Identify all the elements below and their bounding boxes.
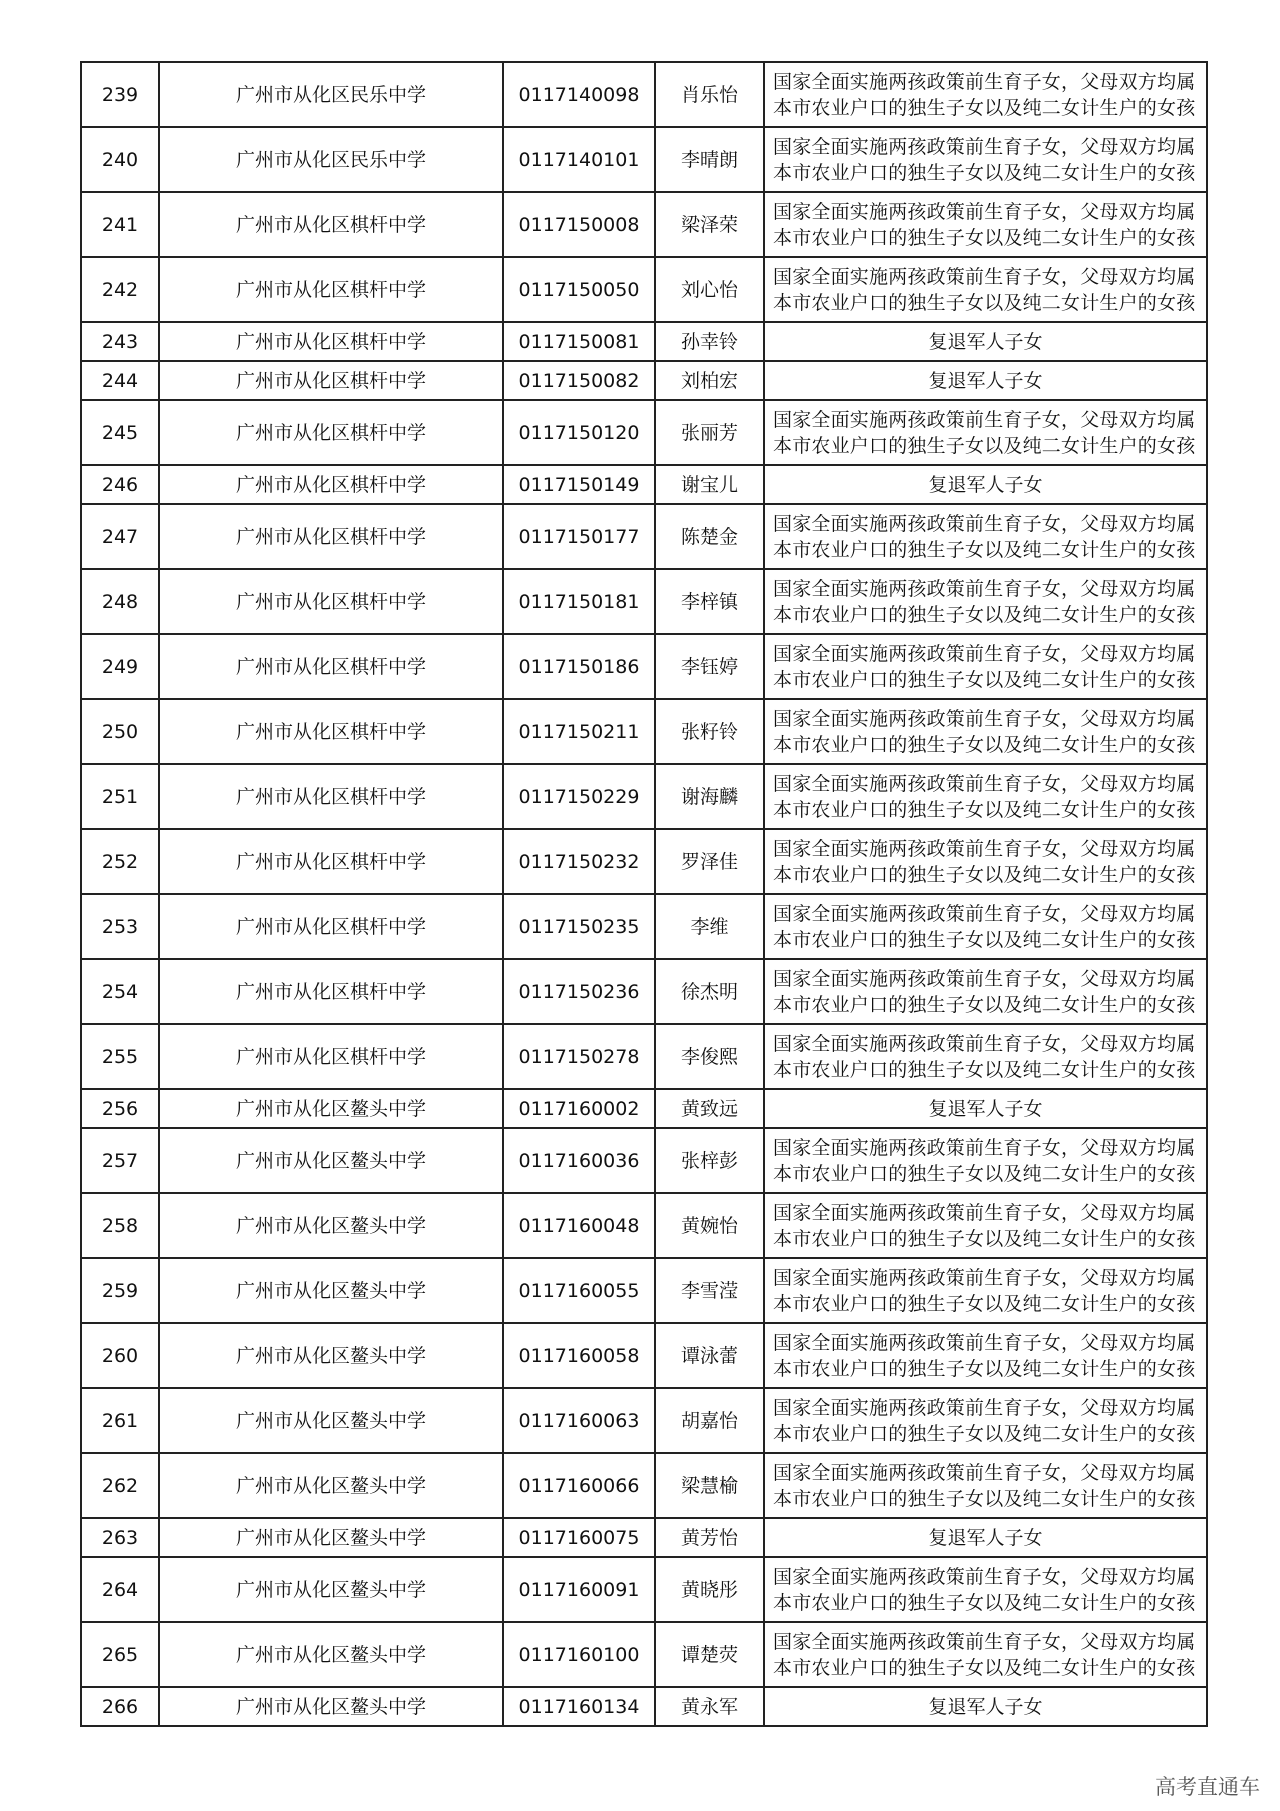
eligibility-note-line: 国家全面实施两孩政策前生育子女，父母双方均属 [773, 707, 1196, 730]
student-id: 0117140101 [503, 127, 655, 192]
row-number: 260 [81, 1323, 159, 1388]
student-id: 0117150235 [503, 894, 655, 959]
student-name: 张籽铃 [655, 699, 764, 764]
student-name: 李钰婷 [655, 634, 764, 699]
school-name: 广州市从化区棋杆中学 [159, 699, 503, 764]
school-name: 广州市从化区棋杆中学 [159, 361, 503, 400]
table-row [81, 1687, 1207, 1726]
row-number: 262 [81, 1453, 159, 1518]
row-number: 248 [81, 569, 159, 634]
school-name: 广州市从化区鳌头中学 [159, 1089, 503, 1128]
row-number: 253 [81, 894, 159, 959]
student-id: 0117160002 [503, 1089, 655, 1128]
eligibility-note [764, 1388, 1207, 1453]
student-name: 谭楚荧 [655, 1622, 764, 1687]
school-name: 广州市从化区棋杆中学 [159, 1024, 503, 1089]
row-number: 242 [81, 257, 159, 322]
student-name: 黄婉怡 [655, 1193, 764, 1258]
eligibility-note-line: 国家全面实施两孩政策前生育子女，父母双方均属 [773, 577, 1196, 600]
eligibility-note-line: 国家全面实施两孩政策前生育子女，父母双方均属 [773, 200, 1196, 223]
admission-list-table [80, 61, 1208, 1727]
student-id: 0117140098 [503, 62, 655, 127]
row-number: 255 [81, 1024, 159, 1089]
student-name: 黄致远 [655, 1089, 764, 1128]
student-name: 谢海麟 [655, 764, 764, 829]
student-name: 谢宝儿 [655, 465, 764, 504]
eligibility-note [764, 400, 1207, 465]
row-number: 263 [81, 1518, 159, 1557]
school-name: 广州市从化区鳌头中学 [159, 1557, 503, 1622]
student-id: 0117150008 [503, 192, 655, 257]
eligibility-note [764, 1323, 1207, 1388]
table-row [81, 1518, 1207, 1557]
student-id: 0117150236 [503, 959, 655, 1024]
student-name: 刘心怡 [655, 257, 764, 322]
school-name: 广州市从化区棋杆中学 [159, 829, 503, 894]
table-row [81, 322, 1207, 361]
eligibility-note-line: 本市农业户口的独生子女以及纯二女计生户的女孩 [773, 733, 1196, 756]
student-id: 0117150278 [503, 1024, 655, 1089]
student-name: 胡嘉怡 [655, 1388, 764, 1453]
eligibility-note [764, 1622, 1207, 1687]
school-name: 广州市从化区鳌头中学 [159, 1128, 503, 1193]
eligibility-note [764, 1557, 1207, 1622]
eligibility-note: 复退军人子女 [764, 465, 1207, 504]
school-name: 广州市从化区民乐中学 [159, 62, 503, 127]
eligibility-note [764, 829, 1207, 894]
student-name: 陈楚金 [655, 504, 764, 569]
student-id: 0117150082 [503, 361, 655, 400]
school-name: 广州市从化区棋杆中学 [159, 465, 503, 504]
table-row [81, 192, 1207, 257]
table-row [81, 1323, 1207, 1388]
student-name: 肖乐怡 [655, 62, 764, 127]
row-number: 258 [81, 1193, 159, 1258]
table-row [81, 1453, 1207, 1518]
eligibility-note: 复退军人子女 [764, 1089, 1207, 1128]
table-row [81, 829, 1207, 894]
eligibility-note-line: 国家全面实施两孩政策前生育子女，父母双方均属 [773, 642, 1196, 665]
eligibility-note [764, 257, 1207, 322]
eligibility-note: 复退军人子女 [764, 1518, 1207, 1557]
eligibility-note-line: 本市农业户口的独生子女以及纯二女计生户的女孩 [773, 1422, 1196, 1445]
eligibility-note [764, 62, 1207, 127]
eligibility-note [764, 1024, 1207, 1089]
student-id: 0117150149 [503, 465, 655, 504]
table-row [81, 257, 1207, 322]
school-name: 广州市从化区鳌头中学 [159, 1323, 503, 1388]
eligibility-note-line: 本市农业户口的独生子女以及纯二女计生户的女孩 [773, 1656, 1196, 1679]
eligibility-note-line: 本市农业户口的独生子女以及纯二女计生户的女孩 [773, 1591, 1196, 1614]
table-row [81, 1258, 1207, 1323]
student-name: 刘柏宏 [655, 361, 764, 400]
eligibility-note-line: 本市农业户口的独生子女以及纯二女计生户的女孩 [773, 1162, 1196, 1185]
school-name: 广州市从化区棋杆中学 [159, 192, 503, 257]
table-row [81, 634, 1207, 699]
eligibility-note-line: 国家全面实施两孩政策前生育子女，父母双方均属 [773, 408, 1196, 431]
student-id: 0117160075 [503, 1518, 655, 1557]
school-name: 广州市从化区棋杆中学 [159, 959, 503, 1024]
eligibility-note-line: 本市农业户口的独生子女以及纯二女计生户的女孩 [773, 1357, 1196, 1380]
eligibility-note [764, 127, 1207, 192]
eligibility-note-line: 国家全面实施两孩政策前生育子女，父母双方均属 [773, 135, 1196, 158]
eligibility-note-line: 本市农业户口的独生子女以及纯二女计生户的女孩 [773, 603, 1196, 626]
school-name: 广州市从化区棋杆中学 [159, 257, 503, 322]
row-number: 264 [81, 1557, 159, 1622]
eligibility-note-line: 国家全面实施两孩政策前生育子女，父母双方均属 [773, 512, 1196, 535]
row-number: 257 [81, 1128, 159, 1193]
eligibility-note-line: 国家全面实施两孩政策前生育子女，父母双方均属 [773, 1032, 1196, 1055]
student-id: 0117160100 [503, 1622, 655, 1687]
table-row [81, 127, 1207, 192]
student-name: 黄永军 [655, 1687, 764, 1726]
school-name: 广州市从化区鳌头中学 [159, 1687, 503, 1726]
school-name: 广州市从化区民乐中学 [159, 127, 503, 192]
row-number: 246 [81, 465, 159, 504]
eligibility-note-line: 国家全面实施两孩政策前生育子女，父母双方均属 [773, 1201, 1196, 1224]
eligibility-note-line: 本市农业户口的独生子女以及纯二女计生户的女孩 [773, 538, 1196, 561]
student-id: 0117150186 [503, 634, 655, 699]
row-number: 250 [81, 699, 159, 764]
student-name: 李维 [655, 894, 764, 959]
table-row [81, 764, 1207, 829]
student-id: 0117160066 [503, 1453, 655, 1518]
eligibility-note [764, 699, 1207, 764]
student-name: 梁泽荣 [655, 192, 764, 257]
table-row [81, 504, 1207, 569]
row-number: 239 [81, 62, 159, 127]
eligibility-note-line: 国家全面实施两孩政策前生育子女，父母双方均属 [773, 1461, 1196, 1484]
student-name: 李雪滢 [655, 1258, 764, 1323]
eligibility-note-line: 国家全面实施两孩政策前生育子女，父母双方均属 [773, 1630, 1196, 1653]
student-name: 罗泽佳 [655, 829, 764, 894]
school-name: 广州市从化区鳌头中学 [159, 1388, 503, 1453]
row-number: 251 [81, 764, 159, 829]
student-name: 张丽芳 [655, 400, 764, 465]
eligibility-note-line: 国家全面实施两孩政策前生育子女，父母双方均属 [773, 967, 1196, 990]
row-number: 244 [81, 361, 159, 400]
row-number: 243 [81, 322, 159, 361]
student-name: 孙幸铃 [655, 322, 764, 361]
eligibility-note-line: 本市农业户口的独生子女以及纯二女计生户的女孩 [773, 1227, 1196, 1250]
student-name: 梁慧榆 [655, 1453, 764, 1518]
student-id: 0117150232 [503, 829, 655, 894]
eligibility-note [764, 1128, 1207, 1193]
eligibility-note: 复退军人子女 [764, 1687, 1207, 1726]
table-row [81, 62, 1207, 127]
school-name: 广州市从化区鳌头中学 [159, 1258, 503, 1323]
eligibility-note-line: 国家全面实施两孩政策前生育子女，父母双方均属 [773, 1331, 1196, 1354]
row-number: 254 [81, 959, 159, 1024]
school-name: 广州市从化区棋杆中学 [159, 322, 503, 361]
school-name: 广州市从化区棋杆中学 [159, 504, 503, 569]
eligibility-note [764, 1453, 1207, 1518]
table-row [81, 699, 1207, 764]
student-id: 0117150181 [503, 569, 655, 634]
table-row [81, 361, 1207, 400]
table-row [81, 569, 1207, 634]
eligibility-note-line: 国家全面实施两孩政策前生育子女，父母双方均属 [773, 1565, 1196, 1588]
table-row [81, 894, 1207, 959]
eligibility-note-line: 国家全面实施两孩政策前生育子女，父母双方均属 [773, 70, 1196, 93]
eligibility-note [764, 192, 1207, 257]
student-name: 黄晓彤 [655, 1557, 764, 1622]
eligibility-note-line: 国家全面实施两孩政策前生育子女，父母双方均属 [773, 902, 1196, 925]
eligibility-note [764, 1258, 1207, 1323]
student-id: 0117160055 [503, 1258, 655, 1323]
school-name: 广州市从化区棋杆中学 [159, 569, 503, 634]
eligibility-note [764, 504, 1207, 569]
student-name: 谭泳蕾 [655, 1323, 764, 1388]
table-row [81, 1024, 1207, 1089]
student-name: 徐杰明 [655, 959, 764, 1024]
table-row [81, 1128, 1207, 1193]
row-number: 241 [81, 192, 159, 257]
school-name: 广州市从化区鳌头中学 [159, 1518, 503, 1557]
student-id: 0117160091 [503, 1557, 655, 1622]
table-row [81, 1089, 1207, 1128]
eligibility-note-line: 本市农业户口的独生子女以及纯二女计生户的女孩 [773, 798, 1196, 821]
student-name: 张梓彭 [655, 1128, 764, 1193]
row-number: 265 [81, 1622, 159, 1687]
table-row [81, 465, 1207, 504]
eligibility-note-line: 本市农业户口的独生子女以及纯二女计生户的女孩 [773, 226, 1196, 249]
eligibility-note-line: 本市农业户口的独生子女以及纯二女计生户的女孩 [773, 928, 1196, 951]
eligibility-note: 复退军人子女 [764, 322, 1207, 361]
row-number: 245 [81, 400, 159, 465]
eligibility-note [764, 634, 1207, 699]
row-number: 266 [81, 1687, 159, 1726]
student-id: 0117160063 [503, 1388, 655, 1453]
row-number: 240 [81, 127, 159, 192]
student-id: 0117150229 [503, 764, 655, 829]
school-name: 广州市从化区棋杆中学 [159, 764, 503, 829]
eligibility-note-line: 国家全面实施两孩政策前生育子女，父母双方均属 [773, 1136, 1196, 1159]
school-name: 广州市从化区棋杆中学 [159, 400, 503, 465]
eligibility-note-line: 本市农业户口的独生子女以及纯二女计生户的女孩 [773, 993, 1196, 1016]
student-id: 0117150050 [503, 257, 655, 322]
student-name: 李俊熙 [655, 1024, 764, 1089]
student-id: 0117150177 [503, 504, 655, 569]
table-row [81, 1557, 1207, 1622]
eligibility-note [764, 894, 1207, 959]
eligibility-note-line: 国家全面实施两孩政策前生育子女，父母双方均属 [773, 772, 1196, 795]
eligibility-note-line: 本市农业户口的独生子女以及纯二女计生户的女孩 [773, 291, 1196, 314]
eligibility-note-line: 本市农业户口的独生子女以及纯二女计生户的女孩 [773, 668, 1196, 691]
student-name: 黄芳怡 [655, 1518, 764, 1557]
table-row [81, 400, 1207, 465]
table-row [81, 1622, 1207, 1687]
eligibility-note [764, 959, 1207, 1024]
row-number: 249 [81, 634, 159, 699]
student-id: 0117150211 [503, 699, 655, 764]
eligibility-note-line: 国家全面实施两孩政策前生育子女，父母双方均属 [773, 265, 1196, 288]
eligibility-note-line: 国家全面实施两孩政策前生育子女，父母双方均属 [773, 1266, 1196, 1289]
eligibility-note-line: 国家全面实施两孩政策前生育子女，父母双方均属 [773, 1396, 1196, 1419]
eligibility-note [764, 1193, 1207, 1258]
eligibility-note: 复退军人子女 [764, 361, 1207, 400]
eligibility-note-line: 本市农业户口的独生子女以及纯二女计生户的女孩 [773, 863, 1196, 886]
eligibility-note-line: 本市农业户口的独生子女以及纯二女计生户的女孩 [773, 96, 1196, 119]
row-number: 256 [81, 1089, 159, 1128]
table-row [81, 1388, 1207, 1453]
eligibility-note-line: 本市农业户口的独生子女以及纯二女计生户的女孩 [773, 161, 1196, 184]
watermark-text: 高考直通车 [1155, 1775, 1260, 1799]
student-name: 李梓镇 [655, 569, 764, 634]
row-number: 261 [81, 1388, 159, 1453]
eligibility-note-line: 本市农业户口的独生子女以及纯二女计生户的女孩 [773, 1487, 1196, 1510]
eligibility-note-line: 本市农业户口的独生子女以及纯二女计生户的女孩 [773, 434, 1196, 457]
row-number: 247 [81, 504, 159, 569]
eligibility-note-line: 本市农业户口的独生子女以及纯二女计生户的女孩 [773, 1058, 1196, 1081]
row-number: 259 [81, 1258, 159, 1323]
table-row [81, 1193, 1207, 1258]
student-id: 0117160048 [503, 1193, 655, 1258]
school-name: 广州市从化区鳌头中学 [159, 1193, 503, 1258]
school-name: 广州市从化区棋杆中学 [159, 634, 503, 699]
student-id: 0117160134 [503, 1687, 655, 1726]
table-body [81, 62, 1207, 1726]
student-name: 李晴朗 [655, 127, 764, 192]
row-number: 252 [81, 829, 159, 894]
eligibility-note [764, 764, 1207, 829]
eligibility-note [764, 569, 1207, 634]
student-id: 0117160036 [503, 1128, 655, 1193]
eligibility-note-line: 本市农业户口的独生子女以及纯二女计生户的女孩 [773, 1292, 1196, 1315]
school-name: 广州市从化区棋杆中学 [159, 894, 503, 959]
student-id: 0117150120 [503, 400, 655, 465]
table-row [81, 959, 1207, 1024]
student-id: 0117160058 [503, 1323, 655, 1388]
school-name: 广州市从化区鳌头中学 [159, 1453, 503, 1518]
student-id: 0117150081 [503, 322, 655, 361]
eligibility-note-line: 国家全面实施两孩政策前生育子女，父母双方均属 [773, 837, 1196, 860]
school-name: 广州市从化区鳌头中学 [159, 1622, 503, 1687]
